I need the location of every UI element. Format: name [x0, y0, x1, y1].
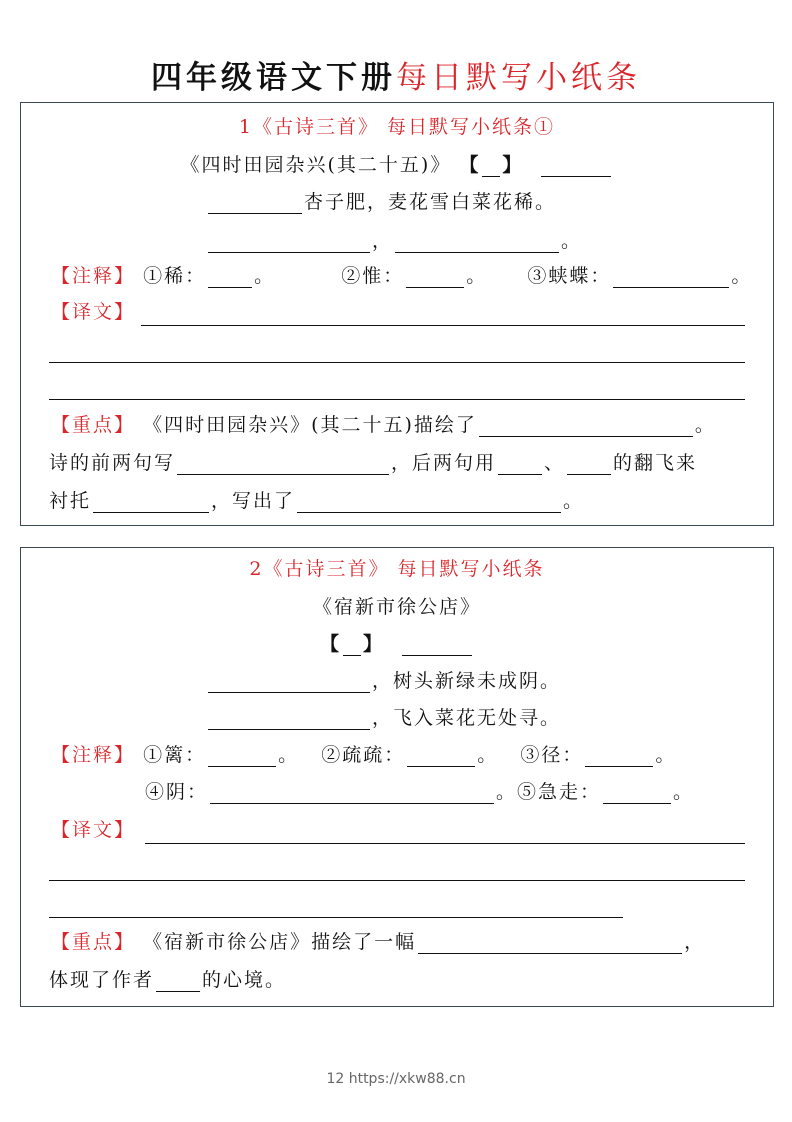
poem-line-1-text: 杏子肥，麦花雪白菜花稀。 [304, 191, 557, 213]
poem-title: 《宿新市徐公店》 [312, 596, 481, 618]
note-blank[interactable] [208, 267, 252, 288]
key-text: 诗的前两句写 [49, 452, 176, 474]
comma: ， [684, 931, 706, 953]
poem-line-1 [206, 190, 556, 214]
key-blank[interactable] [156, 971, 200, 992]
poem-line-1 [206, 669, 561, 693]
key-blank[interactable] [177, 454, 389, 475]
page-title-black: 四年级语文下册 [151, 60, 396, 96]
poem-line-2-text: ，飞入菜花无处寻。 [372, 707, 562, 729]
bracket-open: 【 [319, 633, 341, 655]
notes-label: 【注释】 [51, 744, 136, 766]
key-label: 【重点】 [51, 414, 136, 436]
translation-label: 【译文】 [51, 301, 136, 323]
translation-line-1[interactable] [145, 843, 745, 844]
poem-title: 《四时田园杂兴(其二十五)》 [180, 154, 452, 176]
author-blank[interactable] [402, 635, 472, 656]
note-end: 。 [466, 265, 488, 287]
note-end: 。 [673, 781, 695, 803]
note-label: ②惟： [341, 265, 405, 287]
translation-line-2[interactable] [49, 362, 745, 363]
poem-blank-1[interactable] [208, 193, 302, 214]
page-footer: 12 https://xkw88.cn [326, 1071, 466, 1087]
author-blank[interactable] [541, 156, 611, 177]
note-end: 。 [496, 781, 518, 803]
key-blank[interactable] [297, 492, 561, 513]
page-title [0, 52, 792, 97]
period: 。 [561, 230, 583, 252]
key-text: ，写出了 [211, 490, 296, 512]
poem-blank-2[interactable] [208, 232, 370, 253]
key-text: 衬托 [49, 490, 92, 512]
poem-line-2 [206, 229, 582, 253]
bracket-close: 】 [502, 154, 524, 176]
bracket-open: 【 [459, 154, 481, 176]
key-line-3 [49, 489, 584, 513]
note-end: 。 [254, 265, 276, 287]
note-label: ②疏疏： [321, 744, 406, 766]
poem-line-2 [206, 706, 561, 730]
notes-row-2 [145, 780, 694, 804]
note-end: 。 [731, 265, 753, 287]
card-heading: 1《古诗三首》 每日默写小纸条① [238, 116, 556, 138]
note-blank[interactable] [585, 746, 653, 767]
key-line-2 [49, 451, 697, 475]
note-end: 。 [655, 744, 677, 766]
dynasty-author-row [21, 632, 773, 656]
period: 。 [563, 490, 585, 512]
note-label: ①稀： [143, 265, 207, 287]
comma: ， [372, 230, 394, 252]
poem-line-1-text: ，树头新绿未成阴。 [372, 670, 562, 692]
dynasty-blank[interactable] [482, 156, 500, 177]
key-line-2 [49, 968, 286, 992]
dictation-card-2 [20, 547, 774, 1007]
key-blank[interactable] [498, 454, 542, 475]
key-blank[interactable] [93, 492, 209, 513]
note-label: ③蛱蝶： [527, 265, 612, 287]
notes-row [51, 264, 752, 288]
key-blank[interactable] [479, 416, 693, 437]
note-blank[interactable] [407, 746, 475, 767]
poem-title-row [21, 153, 773, 177]
note-label: ④阴： [145, 781, 209, 803]
poem-blank-1[interactable] [208, 672, 370, 693]
key-text: 《宿新市徐公店》描绘了一幅 [143, 931, 417, 953]
note-blank[interactable] [210, 783, 494, 804]
note-blank[interactable] [208, 746, 276, 767]
note-end: 。 [477, 744, 499, 766]
key-text: 的心境。 [202, 969, 287, 991]
card-heading: 2《古诗三首》 每日默写小纸条 [249, 558, 545, 580]
translation-line-3[interactable] [49, 399, 745, 400]
note-blank[interactable] [613, 267, 729, 288]
key-label: 【重点】 [51, 931, 136, 953]
key-line-1 [51, 930, 705, 954]
key-text: 的翻飞来 [613, 452, 698, 474]
translation-line-3[interactable] [49, 917, 623, 918]
bracket-close: 】 [362, 633, 384, 655]
note-label: ③径： [520, 744, 584, 766]
key-text: 、 [544, 452, 566, 474]
key-text: 体现了作者 [49, 969, 155, 991]
translation-line-1[interactable] [141, 325, 745, 326]
key-text: ，后两句用 [391, 452, 497, 474]
note-blank[interactable] [603, 783, 671, 804]
note-label: ①篱： [143, 744, 207, 766]
key-text: 《四时田园杂兴》(其二十五)描绘了 [143, 414, 477, 436]
key-blank[interactable] [418, 933, 682, 954]
key-line-1 [51, 413, 716, 437]
page-title-red: 每日默写小纸条 [396, 60, 641, 96]
note-blank[interactable] [406, 267, 464, 288]
note-end: 。 [278, 744, 300, 766]
poem-blank-2[interactable] [208, 709, 370, 730]
period: 。 [694, 414, 716, 436]
dynasty-blank[interactable] [343, 635, 361, 656]
dictation-card-1 [20, 102, 774, 526]
poem-blank-3[interactable] [395, 232, 559, 253]
notes-label: 【注释】 [51, 265, 136, 287]
notes-row-1 [51, 743, 676, 767]
note-label: ⑤急走： [517, 781, 602, 803]
key-blank[interactable] [567, 454, 611, 475]
translation-line-2[interactable] [49, 880, 745, 881]
translation-label: 【译文】 [51, 819, 136, 841]
